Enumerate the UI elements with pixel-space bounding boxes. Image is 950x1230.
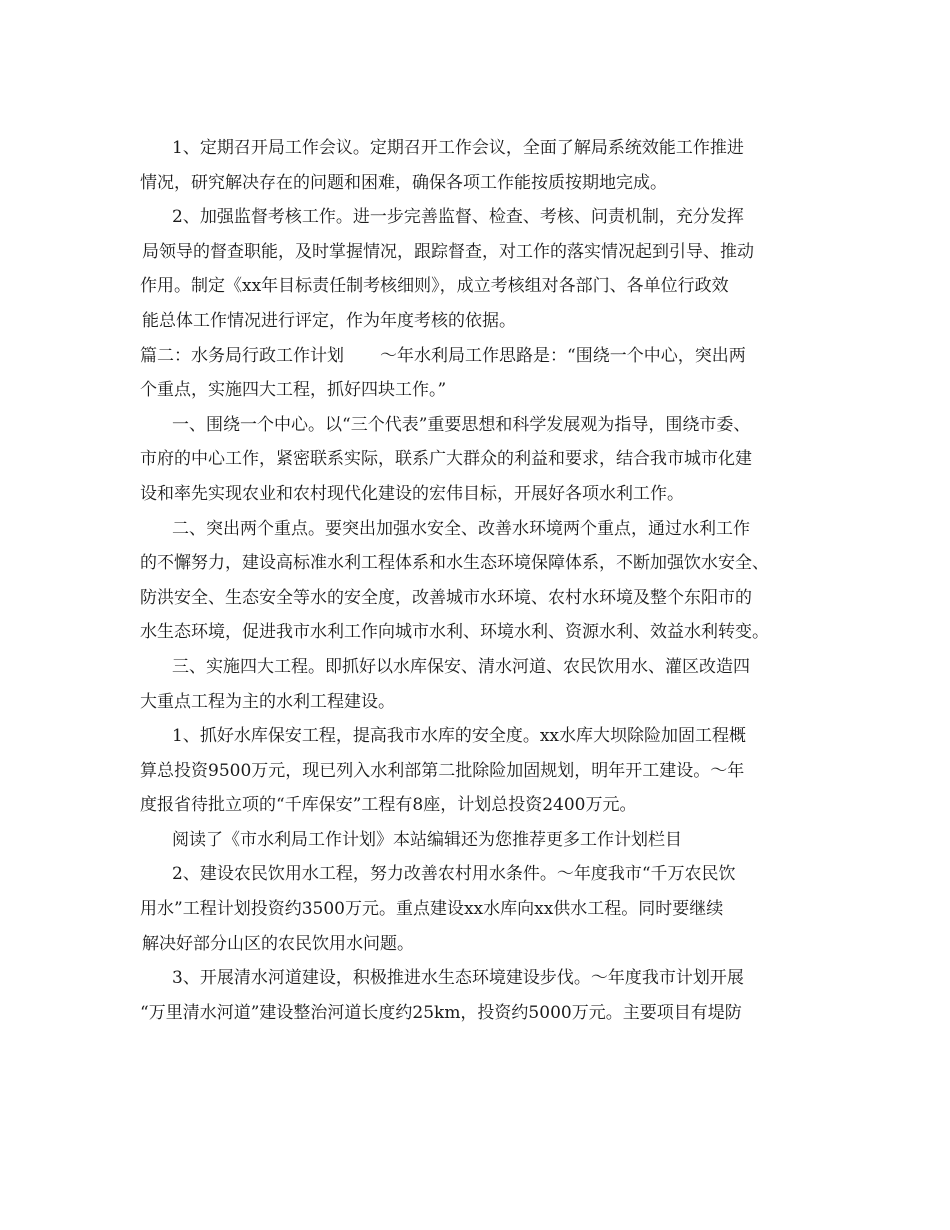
- paragraph-line: [140, 200, 830, 235]
- text-line: 个重点，实施四大工程，抓好四块工作。”: [140, 380, 447, 401]
- paragraph-line: [140, 754, 830, 789]
- text-line: 一、围绕一个中心。以“三个代表”重要思想和科学发展观为指导，围绕市委、: [172, 414, 751, 435]
- text-line: 二、突出两个重点。要突出加强水安全、改善水环境两个重点，通过水利工作: [172, 518, 750, 539]
- paragraph-line: [140, 269, 830, 304]
- paragraph-line: [140, 166, 830, 201]
- text-line: 能总体工作情况进行评定，作为年度考核的依据。: [142, 310, 516, 331]
- text-line: 3、开展清水河道建设，积极推进水生态环境建设步伐。～年度我市计划开展: [172, 968, 744, 989]
- text-line: 大重点工程为主的水利工程建设。: [140, 691, 395, 712]
- paragraph-line: [140, 373, 830, 408]
- paragraph-line: [140, 615, 830, 650]
- text-line: 解决好部分山区的农民饮用水问题。: [142, 933, 414, 954]
- paragraph-line: [140, 961, 830, 996]
- paragraph-line: [140, 512, 830, 547]
- text-line: 设和率先实现农业和农村现代化建设的宏伟目标，开展好各项水利工作。: [140, 483, 684, 504]
- text-line: 用水”工程计划投资约3500万元。重点建设xx水库向xx供水工程。同时要继续: [140, 899, 724, 920]
- text-line: 情况，研究解决存在的问题和困难，确保各项工作能按质按期地完成。: [140, 172, 667, 193]
- section-heading: 篇二：水务局行政工作计划: [140, 345, 344, 366]
- paragraph-line: [140, 788, 830, 823]
- paragraph-line: [140, 477, 830, 512]
- paragraph-line: [140, 442, 830, 477]
- text-line: 市府的中心工作，紧密联系实际，联系广大群众的利益和要求，结合我市城市化建: [140, 449, 752, 470]
- text-line: 的不懈努力，建设高标准水利工程体系和水生态环境保障体系，不断加强饮水安全、: [140, 553, 769, 574]
- text-line: ～年水利局工作思路是：“围绕一个中心，突出两: [380, 345, 746, 366]
- text-line: 2、加强监督考核工作。进一步完善监督、检查、考核、问责机制，充分发挥: [172, 207, 744, 228]
- paragraph-line: [140, 304, 830, 339]
- paragraph-line: [140, 235, 830, 270]
- paragraph-line: [140, 996, 830, 1031]
- text-line: 防洪安全、生态安全等水的安全度，改善城市水环境、农村水环境及整个东阳市的: [140, 587, 752, 608]
- paragraph-line: [140, 892, 830, 927]
- section-heading-line: [140, 339, 830, 374]
- paragraph-line: [140, 581, 830, 616]
- paragraph-line: [140, 719, 830, 754]
- paragraph-line: [140, 131, 830, 166]
- text-line: 算总投资9500万元，现已列入水利部第二批除险加固规划，明年开工建设。～年: [140, 760, 745, 781]
- text-line: “万里清水河道”建设整治河道长度约25km，投资约5000万元。主要项目有堤防: [140, 1002, 742, 1023]
- text-line: 度报省待批立项的“千库保安”工程有8座，计划总投资2400万元。: [140, 795, 637, 816]
- text-line: 阅读了《市水利局工作计划》本站编辑还为您推荐更多工作计划栏目: [172, 829, 682, 850]
- text-line: 作用。制定《xx年目标责任制考核细则》，成立考核组对各部门、各单位行政效: [140, 276, 729, 297]
- text-line: 2、建设农民饮用水工程，努力改善农村用水条件。～年度我市“千万农民饮: [172, 864, 736, 885]
- paragraph-line: [140, 823, 830, 858]
- text-line: 1、抓好水库保安工程，提高我市水库的安全度。xx水库大坝除险加固工程概: [172, 726, 746, 747]
- paragraph-line: [140, 927, 830, 962]
- text-line: 三、实施四大工程。即抓好以水库保安、清水河道、农民饮用水、灌区改造四: [172, 656, 750, 677]
- paragraph-line: [140, 685, 830, 720]
- paragraph-line: [140, 650, 830, 685]
- paragraph-line: [140, 857, 830, 892]
- text-line: 局领导的督查职能，及时掌握情况，跟踪督查，对工作的落实情况起到引导、推动: [142, 241, 754, 262]
- text-line: 1、定期召开局工作会议。定期召开工作会议，全面了解局系统效能工作推进: [172, 138, 744, 158]
- text-line: 水生态环境，促进我市水利工作向城市水利、环境水利、资源水利、效益水利转变。: [140, 622, 769, 643]
- paragraph-line: [140, 546, 830, 581]
- paragraph-line: [140, 408, 830, 443]
- document-body: [140, 131, 830, 1030]
